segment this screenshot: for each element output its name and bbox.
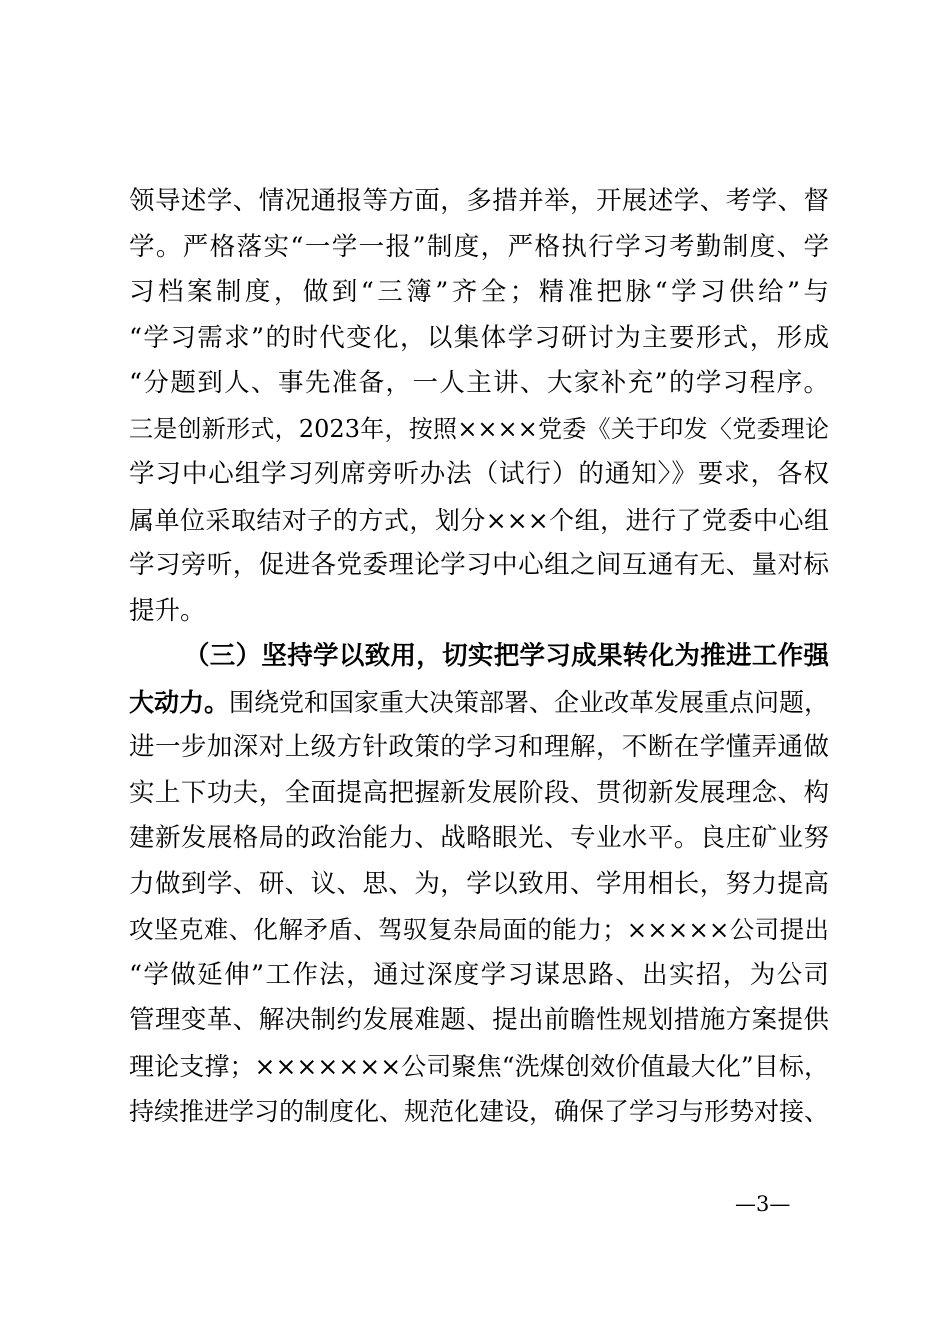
paragraph-line: 属单位采取结对子的方式，划分×××个组，进行了党委中心组 [129,505,829,535]
paragraph-line: “分题到人、事先准备，一人主讲、大家补充”的学习程序。 [129,368,829,398]
paragraph-line: 理论支撑；×××××××公司聚焦“洗煤创效价值最大化”目标， [129,1051,829,1081]
body-text [129,179,829,1135]
paragraph-line: 攻坚克难、化解矛盾、驾驭复杂局面的能力；×××××公司提出 [129,915,829,944]
paragraph-text: 围绕党和国家重大决策部署、企业改革发展重点问题， [229,687,830,717]
paragraph-line: 三是创新形式，2023年，按照××××党委《关于印发〈党委理论 [129,414,829,443]
paragraph-line: 管理变革、解决制约发展难题、提出前瞻性规划措施方案提供 [129,1005,829,1035]
paragraph-line: 领导述学、情况通报等方面，多措并举，开展述学、考学、督 [129,186,829,216]
paragraph-line: “学做延伸”工作法，通过深度学习谋思路、出实招，为公司 [129,959,829,990]
paragraph-line: “学习需求”的时代变化，以集体学习研讨为主要形式，形成 [129,322,829,353]
paragraph-line: 习档案制度，做到“三簿”齐全；精准把脉“学习供给”与 [129,277,829,307]
paragraph-line: 学。严格落实“一学一报”制度，严格执行学习考勤制度、学 [129,231,829,262]
page-number: —3— [735,1192,791,1216]
paragraph-line: 提升。 [129,595,206,626]
paragraph-line: 实上下功夫，全面提高把握新发展阶段、贯彻新发展理念、构 [129,777,829,808]
section-heading-continued [129,680,829,726]
paragraph-line: 学习中心组学习列席旁听办法（试行）的通知〉》要求，各权 [129,459,829,489]
section-heading-end: 大动力。 [129,687,230,717]
paragraph-line: 持续推进学习的制度化、规范化建设，确保了学习与形势对接、 [129,1097,830,1126]
paragraph-line: 进一步加深对上级方针政策的学习和理解，不断在学懂弄通做 [129,732,829,762]
paragraph-line: 建新发展格局的政治能力、战略眼光、专业水平。良庄矿业努 [129,823,829,853]
paragraph-line: 力做到学、研、议、思、为，学以致用、学用相长，努力提高 [129,868,829,899]
section-heading: （三）坚持学以致用，切实把学习成果转化为推进工作强 [184,641,829,671]
paragraph-line: 学习旁听，促进各党委理论学习中心组之间互通有无、量对标 [129,550,829,580]
